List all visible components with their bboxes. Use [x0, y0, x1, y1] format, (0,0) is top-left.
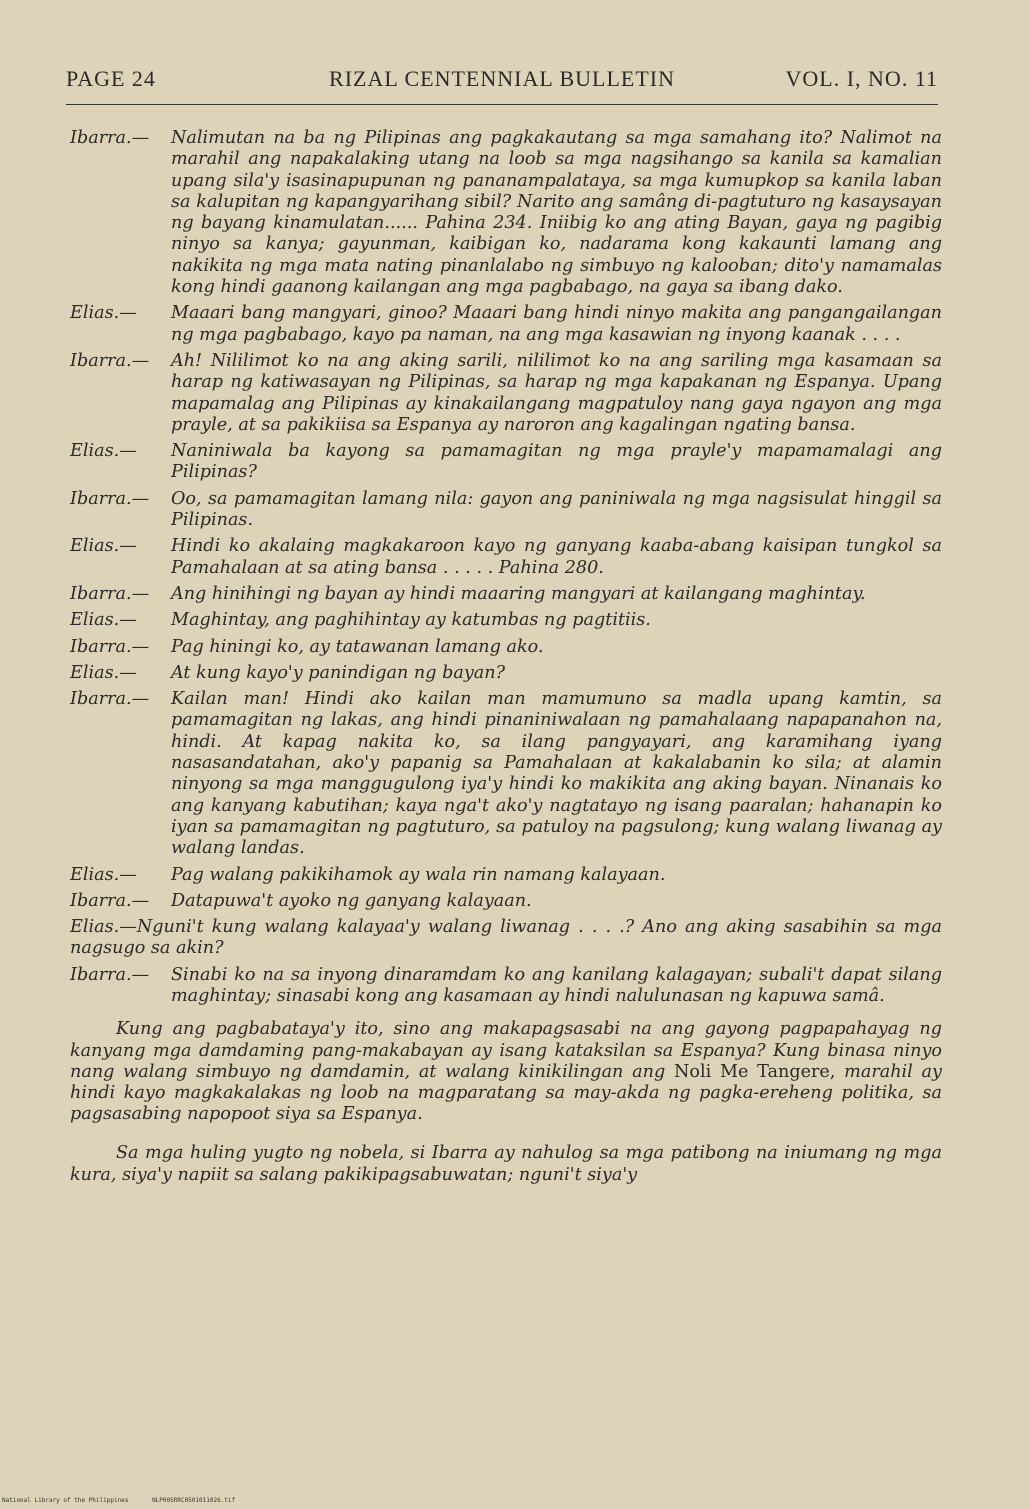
commentary-paragraph	[70, 1143, 942, 1186]
speaker-label: Ibarra.—	[70, 964, 150, 985]
page-number: PAGE 24	[66, 66, 156, 91]
file-name: NLP00SRRC0501011026.tif	[152, 1497, 236, 1504]
paragraph-text: marahil ay hindi kayo magkakalakas ng loob na magparatang sa may-akda ng pagka-ereheng politika, sa pagsasabing napopoot siya sa Espanya.	[70, 1061, 942, 1125]
dialogue-line	[70, 489, 942, 532]
speaker-label: Elias.—	[70, 864, 137, 885]
dialogue-line	[70, 584, 942, 605]
running-header	[66, 66, 938, 98]
dialogue-line	[70, 303, 942, 346]
dialogue-line	[70, 536, 942, 579]
paragraph-text: Kung ang pagbabataya'y ito, sino ang makapagsasabi na ang gayong pagpapahayag ng kanyang mga damdaming pang-makabayan ay isang kataksilan sa Espanya? Kung binasa ninyo nang walang simbuyo ng damdamin, at walang kinikilingan ang	[70, 1019, 942, 1082]
speech-text: Nalimutan na ba ng Pilipinas ang pagkakautang sa mga samahang ito? Nalimot na marahil ang napakalaking utang na loob sa mga nagsihango sa kanila sa kamalian upang sila'y isasinapupunan ng pananampalataya, sa mga kumupkop sa kanila laban sa kalupitan ng kapangyarihang sibil? Narito ang samâng di-pagtuturo ng kasaysayan ng bayang kinamulatan...... Pahina 234. Iniibig ko ang ating Bayan, gaya ng pagibig ninyo sa kanya; gayunman, kaibigan ko, nadarama kong kakaunti lamang ang nakikita ng mga mata nating pinanlalabo ng simbuyo ng kalooban; dito'y namamalas kong hindi gaanong kailangan ang mga pagbabago, na gaya sa ibang dako.	[171, 128, 942, 298]
dialogue-line	[70, 637, 942, 658]
speech-text: Pag walang pakikihamok ay wala rin namang kalayaan.	[171, 864, 666, 885]
body-text	[70, 128, 942, 1204]
dialogue-line-run-in	[70, 917, 942, 960]
speaker-label: Elias.—	[70, 917, 137, 938]
dialogue-line	[70, 865, 942, 886]
speech-text: At kung kayo'y panindigan ng bayan?	[171, 662, 506, 683]
speaker-label: Elias.—	[70, 610, 137, 631]
speech-text: Oo, sa pamamagitan lamang nila: gayon ang paniniwala ng mga nagsisulat hinggil sa Pilipinas.	[171, 488, 942, 531]
speaker-label: Ibarra.—	[70, 128, 150, 148]
speech-text: Maghintay, ang paghihintay ay katumbas ng pagtitiis.	[171, 610, 651, 631]
header-rule	[66, 104, 938, 105]
dialogue-line	[70, 965, 942, 1008]
bulletin-title: RIZAL CENTENNIAL BULLETIN	[329, 66, 675, 91]
speaker-label: Elias.—	[70, 303, 137, 324]
speaker-label: Ibarra.—	[70, 636, 150, 657]
speech-text: Naniniwala ba kayong sa pamamagitan ng mga prayle'y mapamamalagi ang Pilipinas?	[171, 441, 942, 483]
speaker-label: Ibarra.—	[70, 350, 150, 371]
speech-text: Ah! Nililimot ko na ang aking sarili, nililimot ko na ang sariling mga kasamaan sa harap ng katiwasayan ng Pilipinas, sa harap ng mga kapakanan ng Espanya. Upang mapamalag ang Pilipinas ay kinakailangang magpatuloy nang gaya ngayon ang mga prayle, at sa pakikiisa sa Espanya ay naroron ang kagalingan ngating bansa.	[171, 350, 942, 435]
commentary-paragraph	[70, 1019, 942, 1125]
speech-text: Nguni't kung walang kalayaa'y walang liwanag . . . .? Ano ang aking sasabihin sa mga nagsugo sa akin?	[70, 917, 942, 959]
dialogue-line	[70, 128, 942, 298]
speaker-label: Ibarra.—	[70, 488, 150, 509]
paragraph-text: Sa mga huling yugto ng nobela, si Ibarra ay nahulog sa mga patibong na iniumang ng mga kura, siya'y napiit sa salang pakikipagsabuwatan; nguni't siya'y	[70, 1143, 942, 1185]
speech-text: Ang hinihingi ng bayan ay hindi maaaring mangyari at kailangang maghintay.	[171, 583, 866, 604]
speech-text: Kailan man! Hindi ako kailan man mamumuno sa madla upang kamtin, sa pamamagitan ng lakas, ang hindi pinaniniwalaan ng pamahalaang napapanahon na, hindi. At kapag nakita ko, sa ilang pangyayari, ang karamihang iyang nasasandatahan, ako'y papanig sa Pamahalaan at kakalabanin ko sila; at alamin ninyong sa mga manggugulong iya'y hindi ko makikita ang aking bayan. Ninanais ko ang kanyang kabutihan; kaya nga't ako'y nagtatayo ng isang paaralan; hahanapin ko iyan sa pamamagitan ng pagtuturo, sa patuloy na pagsulong; kung walang liwanag ay walang landas.	[171, 689, 942, 859]
dialogue-line	[70, 689, 942, 859]
dialogue-line	[70, 891, 942, 912]
speech-text: Datapuwa't ayoko ng ganyang kalayaan.	[171, 890, 532, 911]
scan-footer	[2, 1497, 255, 1504]
novel-title: Noli Me Tangere,	[673, 1061, 836, 1082]
dialogue-line	[70, 610, 942, 631]
speech-text: Hindi ko akalaing magkakaroon kayo ng ganyang kaaba-abang kaisipan tungkol sa Pamahalaan at sa ating bansa . . . . . Pahina 280.	[171, 536, 942, 578]
volume-number: VOL. I, NO. 11	[785, 66, 938, 91]
speech-text: Pag hiningi ko, ay tatawanan lamang ako.	[171, 636, 544, 657]
speaker-label: Elias.—	[70, 536, 137, 557]
dialogue-line	[70, 441, 942, 484]
dialogue-line	[70, 663, 942, 684]
speaker-label: Ibarra.—	[70, 890, 150, 911]
library-credit: National Library of the Philippines	[2, 1497, 129, 1504]
speaker-label: Ibarra.—	[70, 689, 150, 710]
dialogue-line	[70, 351, 942, 436]
speaker-label: Ibarra.—	[70, 583, 150, 604]
speech-text: Maaari bang mangyari, ginoo? Maaari bang hindi ninyo makita ang pangangailangan ng mga pagbabago, kayo pa naman, na ang mga kasawian ng inyong kaanak . . . .	[171, 303, 942, 345]
speaker-label: Elias.—	[70, 662, 137, 683]
speech-text: Sinabi ko na sa inyong dinaramdam ko ang kanilang kalagayan; subali't dapat silang maghintay; sinasabi kong ang kasamaan ay hindi nalulunasan ng kapuwa samâ.	[171, 964, 942, 1006]
speaker-label: Elias.—	[70, 441, 137, 462]
